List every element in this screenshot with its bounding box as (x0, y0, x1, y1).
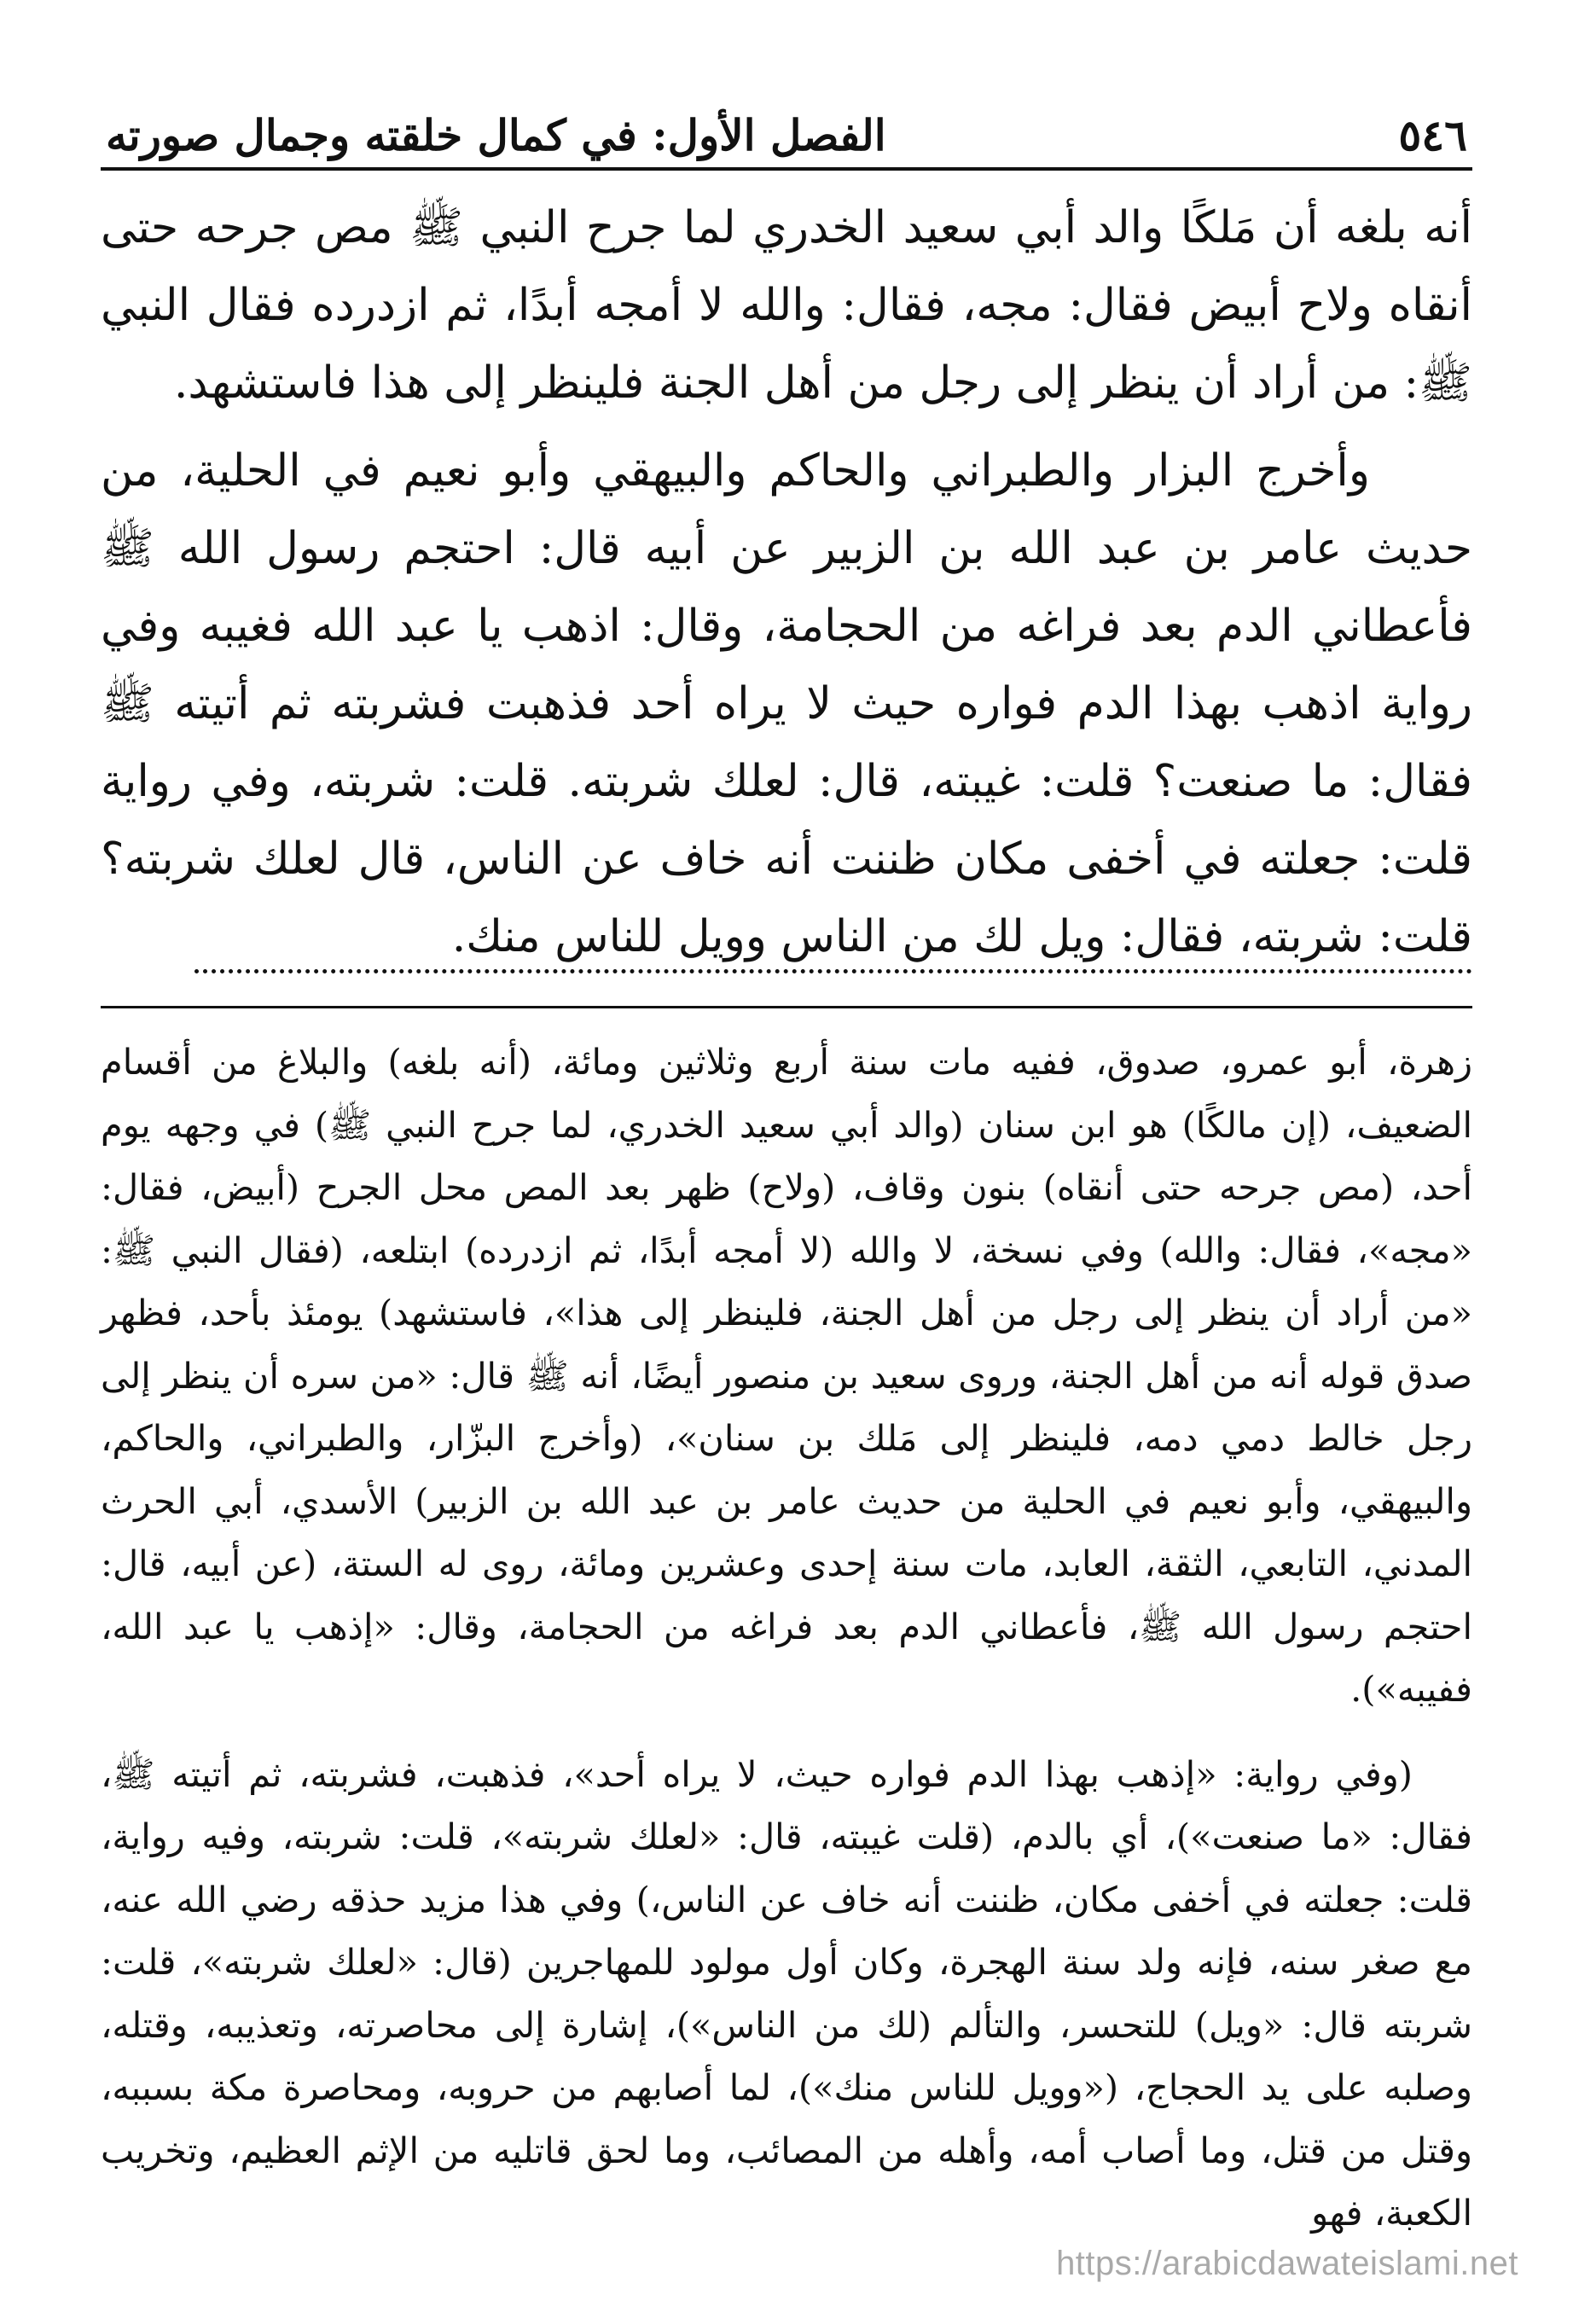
commentary-paragraph-1: زهرة، أبو عمرو، صدوق، ففيه مات سنة أربع وثلاثين ومائة، (أنه بلغه) والبلاغ من أقسام الضعيف، (إن مالكًا) هو ابن سنان (والد أبي سعيد الخدري، لما جرح النبي ﷺ) في وجهه يوم أحد، (مص جرحه حتى أنقاه) بنون وقاف، (ولاح) ظهر بعد المص محل الجرح (أبيض، فقال: «مجه»، فقال: والله) وفي نسخة، لا والله (لا أمجه أبدًا، ثم ازدرده) ابتلعه، (فقال النبي ﷺ: «من أراد أن ينظر إلى رجل من أهل الجنة، فلينظر إلى هذا»، فاستشهد) يومئذ بأحد، فظهر صدق قوله أنه من أهل الجنة، وروى سعيد بن منصور أيضًا، أنه ﷺ قال: «من سره أن ينظر إلى رجل خالط دمي دمه، فلينظر إلى مَلك بن سنان»، (وأخرج البزّار، والطبراني، والحاكم، والبيهقي، وأبو نعيم في الحلية من حديث عامر بن عبد الله بن الزبير) الأسدي، أبي الحرث المدني، التابعي، الثقة، العابد، مات سنة إحدى وعشرين ومائة، روى له الستة، (عن أبيه، قال: احتجم رسول الله ﷺ، فأعطاني الدم بعد فراغه من الحجامة، وقال: «إذهب يا عبد الله، ففيبه»). (101, 1041, 1472, 1710)
page-number: ٥٤٦ (1398, 110, 1467, 160)
page-header (101, 94, 1472, 171)
main-paragraph-2: وأخرج البزار والطبراني والحاكم والبيهقي وأبو نعيم في الحلية، من حديث عامر بن عبد الله بن الزبير عن أبيه قال: احتجم رسول الله ﷺ فأعطاني الدم بعد فراغه من الحجامة، وقال: اذهب يا عبد الله فغيبه وفي رواية اذهب بهذا الدم فواره حيث لا يراه أحد فذهبت فشربته ثم أتيته ﷺ فقال: ما صنعت؟ قلت: غيبته، قال: لعلك شربته. قلت: شربته، وفي رواية قلت: جعلته في أخفى مكان ظننت أنه خاف عن الناس، قال لعلك شربته؟ قلت: شربته، فقال: ويل لك من الناس وويل للناس منك. (101, 445, 1472, 962)
main-text (101, 189, 1472, 973)
footnote-divider (101, 1006, 1472, 1008)
chapter-title: الفصل الأول: في كمال خلقته وجمال صورته (106, 110, 886, 160)
source-watermark: https://arabicdawateislami.net (1056, 2245, 1518, 2282)
commentary-paragraph-2: (وفي رواية: «إذهب بهذا الدم فواره حيث، لا يراه أحد»، فذهبت، فشربته، ثم أتيته ﷺ، فقال: «ما صنعت»)، أي بالدم، (قلت غيبته، قال: «لعلك شربته»، قلت: شربته، وفيه رواية، قلت: جعلته في أخفى مكان، ظننت أنه خاف عن الناس،) وفي هذا مزيد حذقه رضي الله عنه، مع صغر سنه، فإنه ولد سنة الهجرة، وكان أول مولود للمهاجرين (قال: «لعلك شربته»، قلت: شربته قال: «ويل) للتحسر، والتألم (لك من الناس»)، إشارة إلى محاصرته، وتعذيبه، وقتله، وصلبه على يد الحجاج، («وويل للناس منك»)، لما أصابهم من حروبه، ومحاصرة مكة بسببه، وقتل من قتل، وما أصاب أمه، وأهله من المصائب، وما لحق قاتليه من الإثم العظيم، وتخريب الكعبة، فهو (101, 1752, 1472, 2234)
commentary-text (101, 1031, 1472, 2245)
book-page (101, 94, 1472, 2245)
main-paragraph-1: أنه بلغه أن مَلكًا والد أبي سعيد الخدري لما جرح النبي ﷺ مص جرحه حتى أنقاه ولاح أبيض فقال: مجه، فقال: والله لا أمجه أبدًا، ثم ازدرده فقال النبي ﷺ: من أراد أن ينظر إلى رجل من أهل الجنة فلينظر إلى هذا فاستشهد. (101, 202, 1472, 409)
